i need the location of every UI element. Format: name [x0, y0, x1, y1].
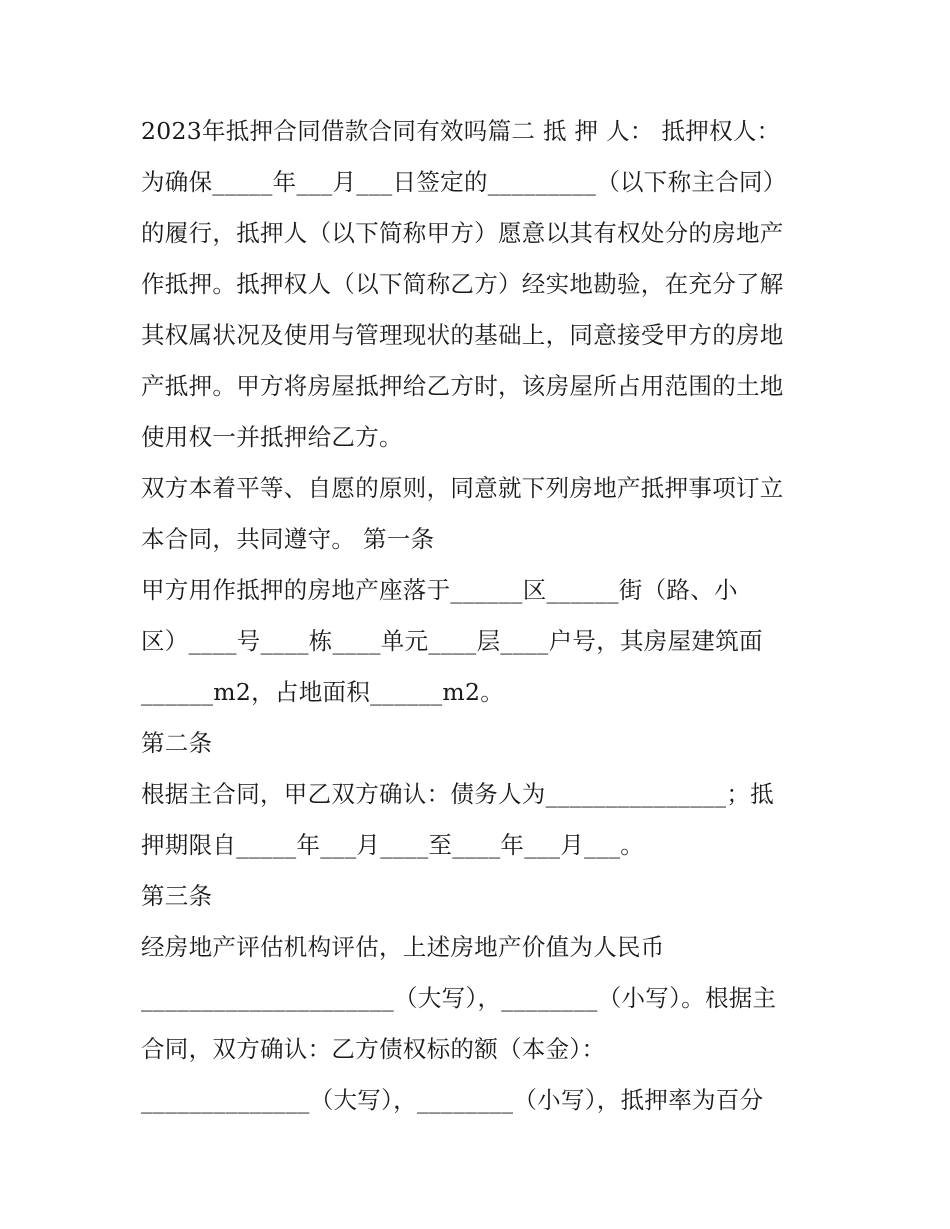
section-heading: 第三条 — [141, 882, 213, 910]
text-line: 押期限自_____年___月____至____年___月___。 — [141, 831, 645, 859]
text-line: 作抵押。抵押权人（以下简称乙方）经实地勘验，在充分了解 — [141, 270, 784, 298]
document-body — [141, 106, 821, 1126]
text-line: _____________________（大写），________（小写）。根据主 — [141, 984, 777, 1012]
text-line: 产抵押。甲方将房屋抵押给乙方时，该房屋所占用范围的土地 — [141, 372, 784, 400]
text-line: 为确保_____年___月___日签定的_________（以下称主合同） — [141, 168, 787, 196]
text-line: 本合同，共同遵守。 第一条 — [141, 525, 435, 553]
text-line: 根据主合同，甲乙双方确认：债务人为_______________；抵 — [141, 780, 774, 808]
text-line: 使用权一并抵押给乙方。 — [141, 423, 403, 451]
text-line: 双方本着平等、自愿的原则，同意就下列房地产抵押事项订立 — [141, 474, 784, 502]
text-line: 合同，双方确认：乙方债权标的额（本金）： — [141, 1035, 606, 1063]
text-line: 经房地产评估机构评估，上述房地产价值为人民币 — [141, 933, 665, 961]
text-line: 区）____号____栋____单元____层____户号，其房屋建筑面 — [141, 627, 763, 655]
text-line: 其权属状况及使用与管理现状的基础上，同意接受甲方的房地 — [141, 321, 784, 349]
text-line: 2023年抵押合同借款合同有效吗篇二 抵 押 人： 抵押权人： — [141, 117, 781, 145]
text-line: ______________（大写），________（小写），抵押率为百分 — [141, 1086, 764, 1114]
text-line: 甲方用作抵押的房地产座落于______区______街（路、小 — [141, 576, 738, 604]
section-heading: 第二条 — [141, 729, 213, 757]
text-line: 的履行，抵押人（以下简称甲方）愿意以其有权处分的房地产 — [141, 219, 784, 247]
text-line: ______m2，占地面积______m2。 — [141, 678, 505, 706]
